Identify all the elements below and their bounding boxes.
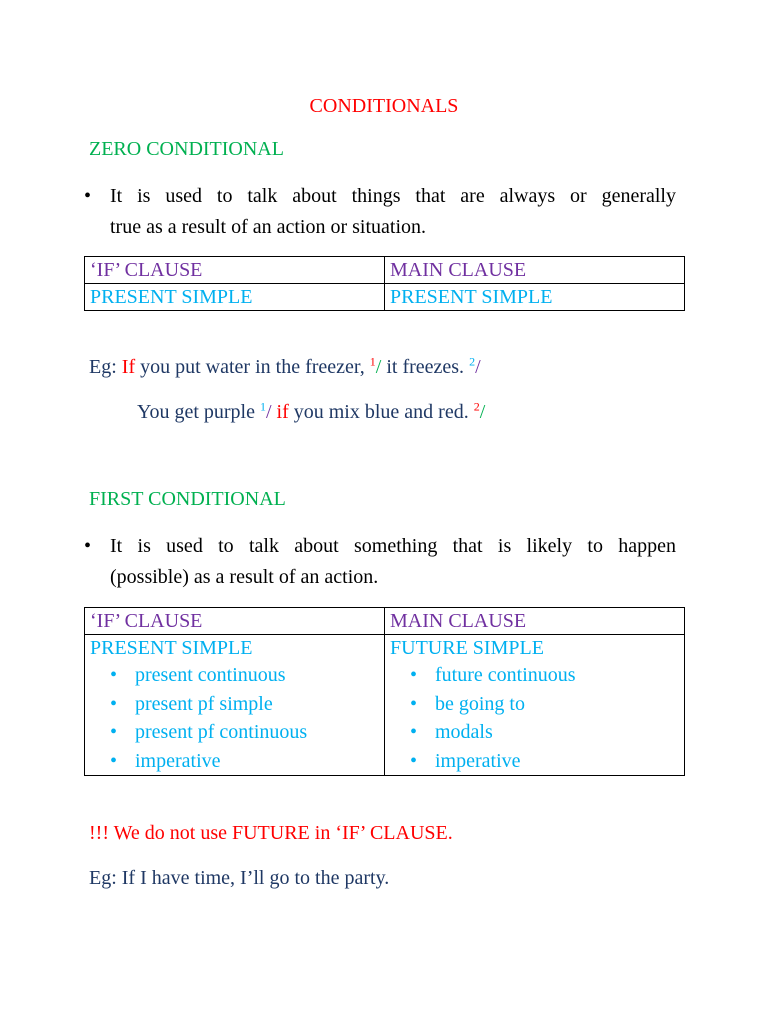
zero-bullet-line1: It is used to talk about things that are always or generally bbox=[110, 185, 676, 207]
list-item-label: be going to bbox=[435, 692, 525, 715]
if-keyword: if bbox=[276, 401, 289, 423]
zero-bullet bbox=[84, 181, 676, 243]
marker-1: 1 bbox=[369, 354, 376, 369]
main-clause-header: MAIN CLAUSE bbox=[385, 608, 685, 635]
if-clause-header: ‘IF’ CLAUSE bbox=[85, 257, 385, 284]
table-header-row bbox=[85, 257, 685, 284]
page-title: CONDITIONALS bbox=[309, 95, 459, 117]
first-bullet-line1: It is used to talk about something that is likely to happen bbox=[110, 535, 676, 557]
bullet-icon: • bbox=[84, 535, 92, 557]
list-item-label: present pf continuous bbox=[135, 721, 308, 743]
list-item bbox=[390, 690, 684, 719]
if-clause-list bbox=[90, 661, 384, 775]
zero-example-1 bbox=[89, 356, 481, 379]
list-item-label: present pf simple bbox=[135, 692, 273, 715]
bullet-icon: • bbox=[110, 721, 118, 743]
future-warning: !!! We do not use FUTURE in ‘IF’ CLAUSE. bbox=[89, 822, 453, 844]
slash-1: / bbox=[375, 356, 382, 378]
main-clause-tense: FUTURE SIMPLE bbox=[390, 637, 544, 659]
zero-conditional-heading: ZERO CONDITIONAL bbox=[89, 138, 284, 160]
main-clause-cell bbox=[385, 635, 685, 776]
list-item bbox=[390, 747, 684, 776]
example-text: it freezes. bbox=[381, 356, 470, 378]
bullet-icon: • bbox=[410, 749, 418, 772]
bullet-icon: • bbox=[84, 185, 92, 207]
bullet-icon: • bbox=[110, 749, 118, 772]
zero-bullet-line2: true as a result of an action or situation. bbox=[110, 216, 427, 238]
list-item-label: imperative bbox=[135, 749, 221, 772]
marker-2: 2 bbox=[473, 399, 480, 414]
table-header-row bbox=[85, 608, 685, 635]
list-item bbox=[90, 661, 384, 690]
first-bullet-line2: (possible) as a result of an action. bbox=[110, 566, 379, 588]
list-item-label: present continuous bbox=[135, 664, 286, 686]
slash-2: / bbox=[475, 356, 481, 378]
main-clause-tense: PRESENT SIMPLE bbox=[385, 284, 685, 311]
list-item-label: modals bbox=[435, 721, 493, 743]
main-clause-list bbox=[390, 661, 684, 775]
first-example: Eg: If I have time, I’ll go to the party. bbox=[89, 867, 390, 889]
list-item bbox=[90, 690, 384, 719]
list-item-label: future continuous bbox=[435, 664, 576, 686]
zero-conditional-table bbox=[84, 256, 685, 311]
list-item bbox=[390, 661, 684, 690]
example-text: you mix blue and red. bbox=[288, 401, 474, 423]
list-item bbox=[390, 718, 684, 747]
slash-1: / bbox=[265, 401, 277, 423]
first-conditional-table bbox=[84, 607, 685, 776]
bullet-icon: • bbox=[410, 664, 418, 686]
table-row bbox=[85, 284, 685, 311]
bullet-icon: • bbox=[110, 692, 118, 715]
table-row bbox=[85, 635, 685, 776]
first-conditional-heading: FIRST CONDITIONAL bbox=[89, 488, 286, 510]
bullet-icon: • bbox=[410, 692, 418, 715]
marker-1: 1 bbox=[259, 399, 266, 414]
zero-example-2 bbox=[137, 401, 485, 424]
list-item bbox=[90, 747, 384, 776]
if-keyword: If bbox=[121, 356, 136, 378]
list-item-label: imperative bbox=[435, 749, 521, 772]
if-clause-tense: PRESENT SIMPLE bbox=[90, 637, 253, 659]
bullet-icon: • bbox=[410, 721, 418, 743]
main-clause-header: MAIN CLAUSE bbox=[385, 257, 685, 284]
example-prefix: Eg: bbox=[89, 356, 122, 378]
if-clause-tense: PRESENT SIMPLE bbox=[85, 284, 385, 311]
marker-2: 2 bbox=[469, 354, 476, 369]
first-bullet bbox=[84, 531, 676, 593]
example-text: You get purple bbox=[137, 401, 260, 423]
example-text: you put water in the freezer, bbox=[135, 356, 370, 378]
if-clause-cell bbox=[85, 635, 385, 776]
bullet-icon: • bbox=[110, 664, 118, 686]
slash-2: / bbox=[479, 401, 486, 423]
if-clause-header: ‘IF’ CLAUSE bbox=[85, 608, 385, 635]
list-item bbox=[90, 718, 384, 747]
